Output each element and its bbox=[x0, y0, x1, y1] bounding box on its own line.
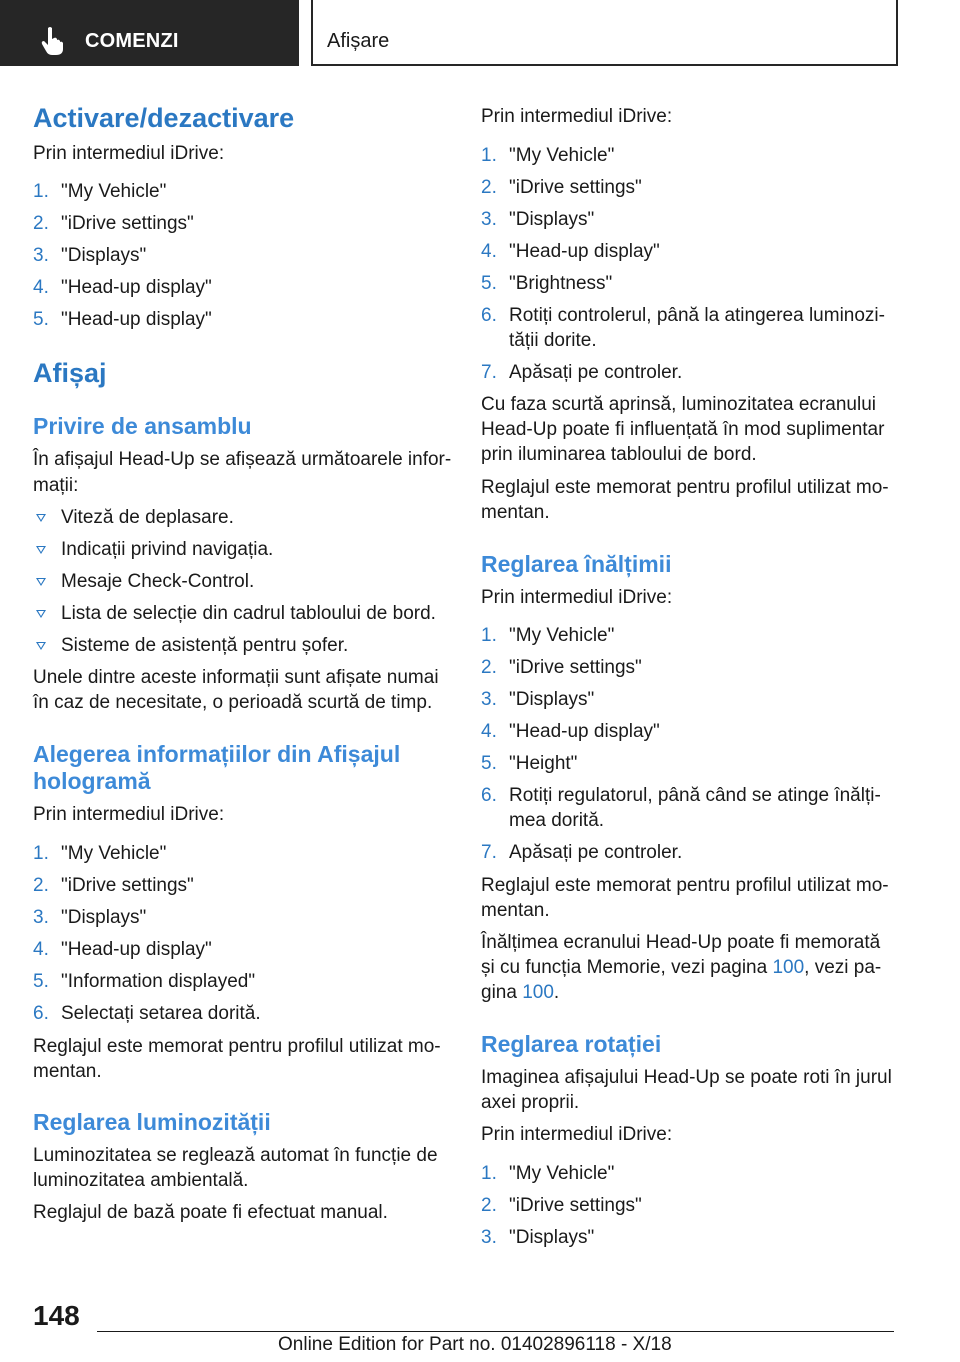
list-number: 3. bbox=[33, 907, 49, 928]
paragraph-reglaj-line1: Reglajul este memorat pentru profilul utilizat mo‐ bbox=[481, 875, 889, 896]
edition-label: Online Edition for Part no. 01402896118 - X/18 bbox=[278, 1334, 672, 1355]
footer-divider bbox=[97, 1331, 894, 1332]
paragraph-privire-line2: mații: bbox=[33, 475, 79, 496]
list-item: "iDrive settings" bbox=[509, 657, 642, 678]
list-number: 4. bbox=[33, 277, 49, 298]
list-item: Rotiți regulatorul, până când se atinge înălți‐ bbox=[509, 785, 881, 806]
list-number: 3. bbox=[481, 209, 497, 230]
heading-privire: Privire de ansamblu bbox=[33, 413, 252, 439]
bullet-item: Mesaje Check-Control. bbox=[61, 571, 255, 592]
heading-inaltime: Reglarea înălțimii bbox=[481, 551, 672, 577]
list-number: 1. bbox=[481, 145, 497, 166]
list-number: 7. bbox=[481, 842, 497, 863]
paragraph-unele-line2: în caz de necesitate, o perioadă scurtă de timp. bbox=[33, 692, 433, 713]
list-number: 5. bbox=[33, 309, 49, 330]
paragraph-unele-line1: Unele dintre aceste informații sunt afișate numai bbox=[33, 667, 439, 688]
list-number: 4. bbox=[481, 721, 497, 742]
page-link[interactable]: 100 bbox=[522, 982, 554, 1003]
list-number: 4. bbox=[481, 241, 497, 262]
paragraph-rot-line1: Imaginea afișajului Head-Up se poate roti în jurul bbox=[481, 1067, 892, 1088]
paragraph-idrive: Prin intermediul iDrive: bbox=[33, 804, 225, 825]
triangle-bullet-icon bbox=[36, 546, 46, 554]
paragraph-faza-line2: Head-Up poate fi influențată în mod suplimentar bbox=[481, 419, 885, 440]
list-number: 1. bbox=[33, 843, 49, 864]
paragraph-faza-line1: Cu faza scurtă aprinsă, luminozitatea ecranului bbox=[481, 394, 876, 415]
list-number: 5. bbox=[481, 753, 497, 774]
page-number: 148 bbox=[33, 1300, 80, 1331]
list-item: "Head-up display" bbox=[61, 277, 212, 298]
paragraph-lum-line2: luminozitatea ambientală. bbox=[33, 1170, 249, 1191]
list-item: "iDrive settings" bbox=[509, 177, 642, 198]
list-item: "Head-up display" bbox=[509, 241, 660, 262]
list-item: Apăsați pe controler. bbox=[509, 362, 683, 383]
list-number: 2. bbox=[481, 1195, 497, 1216]
bullet-item: Indicații privind navigația. bbox=[61, 539, 274, 560]
list-item: "Brightness" bbox=[509, 273, 613, 294]
list-number: 1. bbox=[481, 1163, 497, 1184]
list-number: 6. bbox=[33, 1003, 49, 1024]
paragraph-lum-line3: Reglajul de bază poate fi efectuat manual. bbox=[33, 1202, 388, 1223]
paragraph-rot-line2: axei proprii. bbox=[481, 1092, 580, 1113]
heading-alegerea-line2: hologramă bbox=[33, 768, 151, 794]
triangle-bullet-icon bbox=[36, 578, 46, 586]
paragraph-idrive: Prin intermediul iDrive: bbox=[481, 1124, 673, 1145]
bullet-item: Viteză de deplasare. bbox=[61, 507, 234, 528]
heading-activare: Activare/dezactivare bbox=[33, 103, 295, 133]
list-item: "My Vehicle" bbox=[509, 145, 615, 166]
list-item-continuation: mea dorită. bbox=[509, 810, 605, 831]
paragraph-privire-line1: În afișajul Head-Up se afișează următoarele infor‐ bbox=[33, 449, 452, 470]
paragraph-inaltime-line1: Înălțimea ecranului Head-Up poate fi memorată bbox=[481, 932, 881, 953]
list-number: 1. bbox=[33, 181, 49, 202]
heading-luminozitate: Reglarea luminozității bbox=[33, 1109, 271, 1135]
paragraph-reglaj-line1: Reglajul este memorat pentru profilul utilizat mo‐ bbox=[481, 477, 889, 498]
list-number: 7. bbox=[481, 362, 497, 383]
list-item: Rotiți controlerul, până la atingerea luminozi‐ bbox=[509, 305, 885, 326]
bullet-item: Sisteme de asistență pentru șofer. bbox=[61, 635, 349, 656]
list-item: "My Vehicle" bbox=[61, 843, 167, 864]
list-item: "iDrive settings" bbox=[61, 875, 194, 896]
paragraph-reglaj-line2: mentan. bbox=[481, 502, 550, 523]
paragraph-inaltime-line3 bbox=[481, 980, 559, 1006]
section-tab bbox=[0, 0, 299, 66]
list-item: "Displays" bbox=[509, 1227, 595, 1248]
list-item: "iDrive settings" bbox=[509, 1195, 642, 1216]
list-item: "Head-up display" bbox=[61, 309, 212, 330]
list-number: 5. bbox=[481, 273, 497, 294]
text-run: , vezi pa‐ bbox=[804, 957, 882, 978]
bullet-item: Lista de selecție din cadrul tabloului de bord. bbox=[61, 603, 436, 624]
paragraph-idrive: Prin intermediul iDrive: bbox=[481, 587, 673, 608]
heading-alegerea-line1: Alegerea informațiilor din Afișajul bbox=[33, 741, 401, 767]
paragraph-idrive: Prin intermediul iDrive: bbox=[481, 106, 673, 127]
paragraph-reglaj-line1: Reglajul este memorat pentru profilul utilizat mo‐ bbox=[33, 1036, 441, 1057]
list-number: 6. bbox=[481, 305, 497, 326]
list-item: "Displays" bbox=[61, 245, 147, 266]
list-item: "My Vehicle" bbox=[509, 625, 615, 646]
hand-pointer-icon bbox=[40, 26, 66, 56]
text-run: și cu funcția Memorie, vezi pagina bbox=[481, 957, 773, 978]
triangle-bullet-icon bbox=[36, 514, 46, 522]
list-item: "My Vehicle" bbox=[509, 1163, 615, 1184]
list-number: 2. bbox=[33, 213, 49, 234]
list-item: "Head-up display" bbox=[509, 721, 660, 742]
list-item: "My Vehicle" bbox=[61, 181, 167, 202]
triangle-bullet-icon bbox=[36, 610, 46, 618]
list-item: "Displays" bbox=[61, 907, 147, 928]
list-item-continuation: tății dorite. bbox=[509, 330, 597, 351]
paragraph-reglaj-line2: mentan. bbox=[33, 1061, 102, 1082]
section-label: COMENZI bbox=[85, 30, 179, 52]
list-item: "iDrive settings" bbox=[61, 213, 194, 234]
page-header bbox=[0, 0, 960, 66]
list-number: 2. bbox=[481, 657, 497, 678]
heading-afisaj: Afișaj bbox=[33, 358, 107, 388]
list-number: 4. bbox=[33, 939, 49, 960]
list-number: 2. bbox=[481, 177, 497, 198]
chapter-tab bbox=[311, 0, 898, 66]
paragraph-inaltime-line2 bbox=[481, 955, 881, 981]
text-run: gina bbox=[481, 982, 523, 1003]
heading-rotatie: Reglarea rotației bbox=[481, 1031, 662, 1057]
list-number: 5. bbox=[33, 971, 49, 992]
paragraph-faza-line3: prin iluminarea tabloului de bord. bbox=[481, 444, 757, 465]
list-item: "Head-up display" bbox=[61, 939, 212, 960]
list-item: "Information displayed" bbox=[61, 971, 256, 992]
list-number: 6. bbox=[481, 785, 497, 806]
list-item: "Displays" bbox=[509, 209, 595, 230]
text-run: . bbox=[553, 982, 560, 1003]
paragraph-idrive: Prin intermediul iDrive: bbox=[33, 143, 225, 164]
triangle-bullet-icon bbox=[36, 642, 46, 650]
list-number: 3. bbox=[481, 689, 497, 710]
list-item: "Height" bbox=[509, 753, 578, 774]
page-link[interactable]: 100 bbox=[772, 957, 805, 978]
list-number: 1. bbox=[481, 625, 497, 646]
list-item: "Displays" bbox=[509, 689, 595, 710]
list-number: 3. bbox=[481, 1227, 497, 1248]
paragraph-reglaj-line2: mentan. bbox=[481, 900, 550, 921]
list-number: 3. bbox=[33, 245, 49, 266]
list-item: Selectați setarea dorită. bbox=[61, 1003, 261, 1024]
list-item: Apăsați pe controler. bbox=[509, 842, 683, 863]
paragraph-lum-line1: Luminozitatea se reglează automat în funcție de bbox=[33, 1145, 438, 1166]
list-number: 2. bbox=[33, 875, 49, 896]
chapter-label: Afișare bbox=[327, 30, 390, 52]
